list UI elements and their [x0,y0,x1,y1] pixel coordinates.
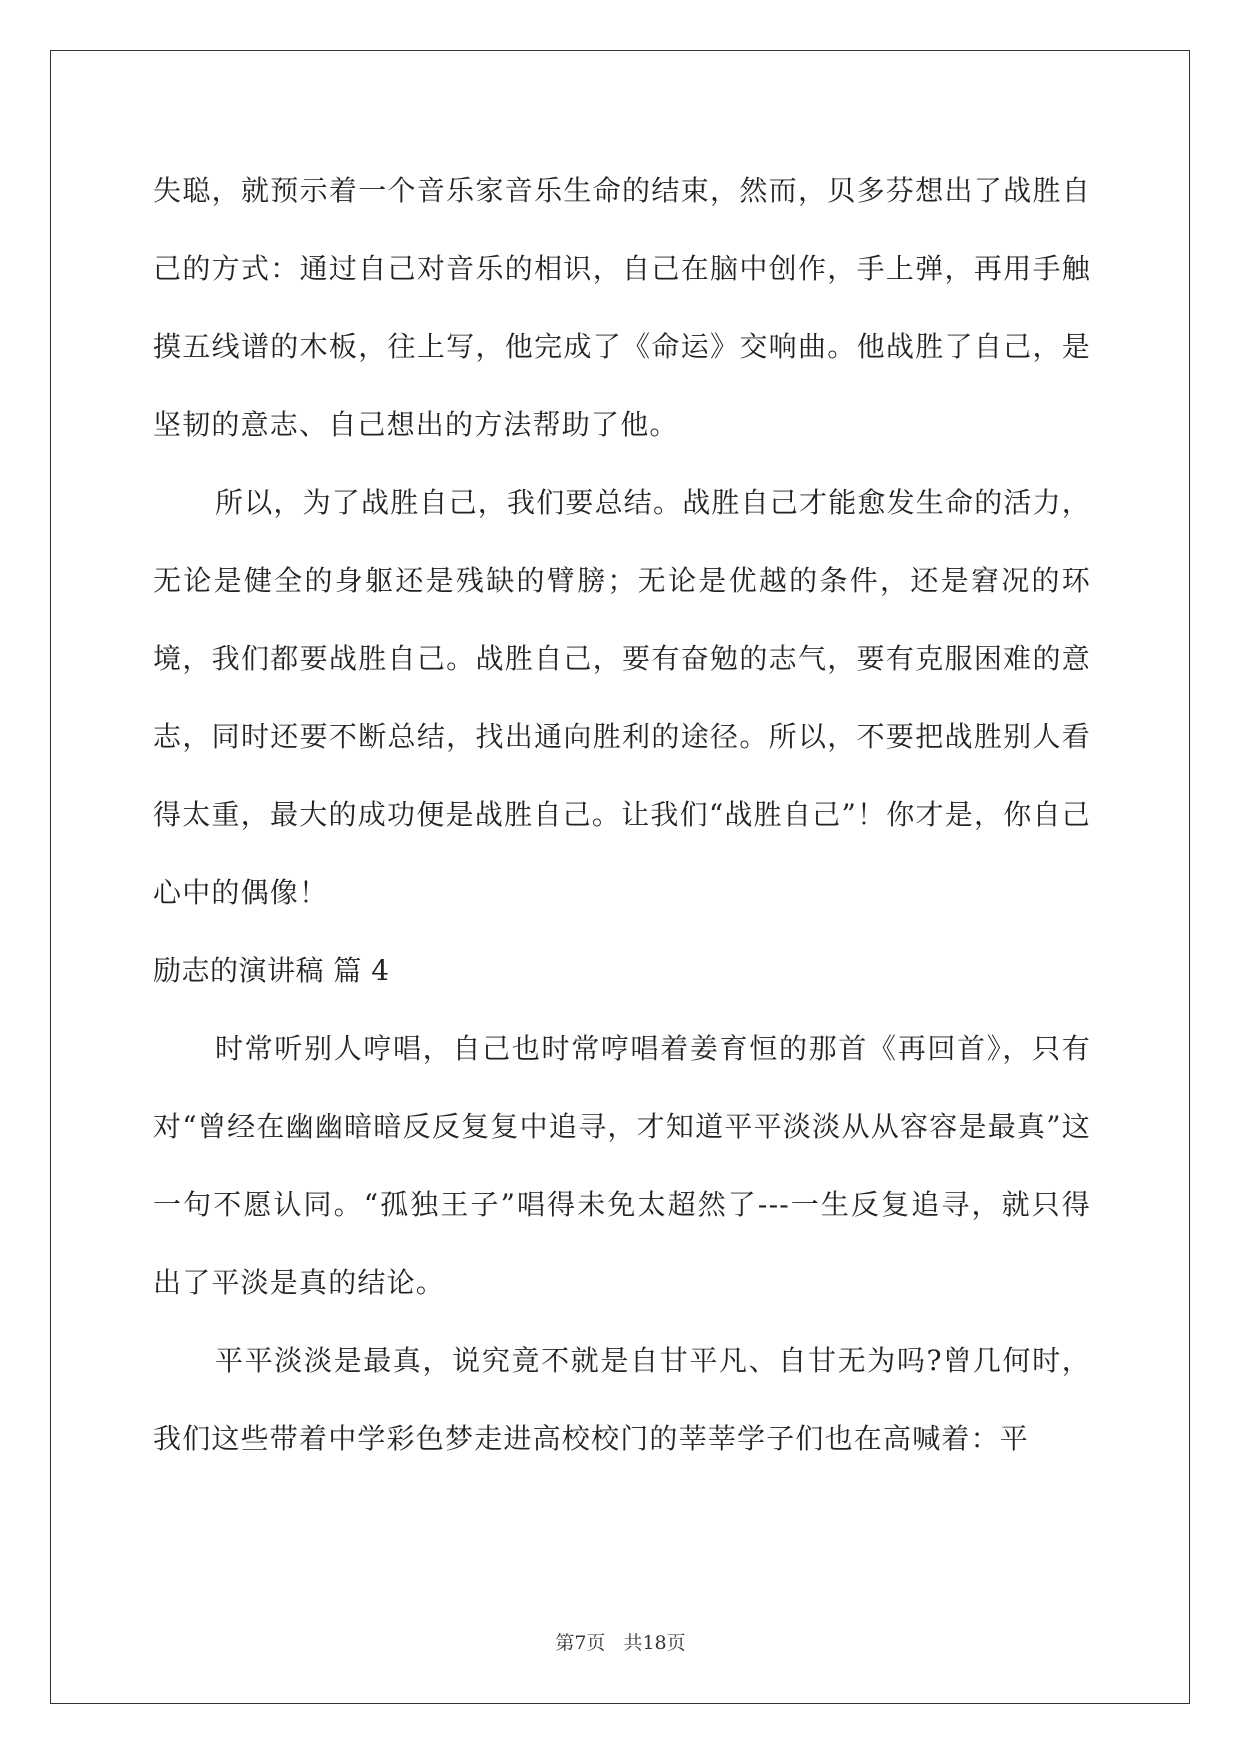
page-total: 共18页 [623,1632,686,1654]
page-footer [0,1628,1241,1655]
paragraph: 所以，为了战胜自己，我们要总结。战胜自己才能愈发生命的活力，无论是健全的身躯还是残缺的臂膀；无论是优越的条件，还是窘况的环境，我们都要战胜自己。战胜自己，要有奋勉的志气，要有克服困难的意志，同时还要不断总结，找出通向胜利的途径。所以，不要把战胜别人看得太重，最大的成功便是战胜自己。让我们“战胜自己”！你才是，你自己心中的偶像！ [153,486,1092,909]
paragraph: 时常听别人哼唱，自己也时常哼唱着姜育恒的那首《再回首》，只有对“曾经在幽幽暗暗反反复复中追寻，才知道平平淡淡从从容容是最真”这一句不愿认同。“孤独王子”唱得未免太超然了---一生反复追寻，就只得出了平淡是真的结论。 [153,1032,1091,1299]
paragraph: 平平淡淡是最真，说究竟不就是自甘平凡、自甘无为吗?曾几何时，我们这些带着中学彩色梦走进高校校门的莘莘学子们也在高喊着：平 [153,1344,1091,1455]
paragraph: 失聪，就预示着一个音乐家音乐生命的结束，然而，贝多芬想出了战胜自己的方式：通过自己对音乐的相识，自己在脑中创作，手上弹，再用手触摸五线谱的木板，往上写，他完成了《命运》交响曲。他战胜了自己，是坚韧的意志、自己想出的方法帮助了他。 [153,174,1091,441]
section-heading: 励志的演讲稿 篇 4 [153,954,390,987]
page-number: 第7页 [555,1632,606,1654]
document-body [153,152,1091,1478]
